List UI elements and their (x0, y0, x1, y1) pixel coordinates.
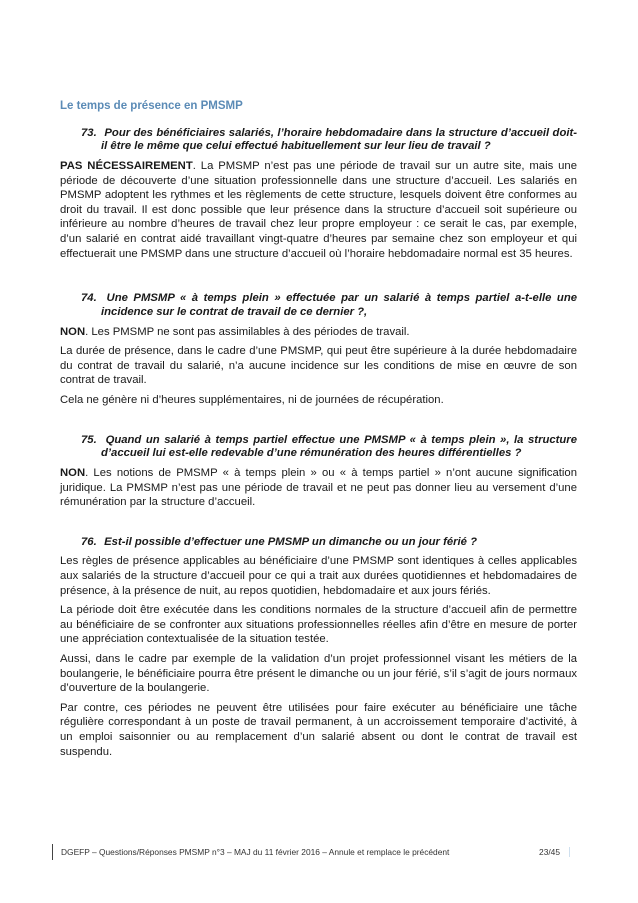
qa-block-75 (60, 434, 577, 510)
answer-paragraph (60, 325, 577, 340)
answer-text: . Les notions de PMSMP « à temps plein » ou « à temps partiel » n’ont aucune signification juridique. La PMSMP n’est pas une période de travail et ne peut pas donner lieu au versement d’une rémunération par la structure d’accueil. (60, 466, 577, 509)
qa-block-76 (60, 536, 577, 759)
answer-paragraph: Aussi, dans le cadre par exemple de la validation d’un projet professionnel visant les métiers de la boulangerie, le bénéficiaire pourra être présent le dimanche ou un jour férié, s’il s’agit de jours normaux d’ouverture de la boulangerie. (60, 652, 577, 695)
page-content (60, 99, 577, 764)
answer-paragraph: Cela ne génère ni d’heures supplémentaires, ni de journées de récupération. (60, 393, 444, 406)
answer-lead: NON (60, 325, 86, 338)
answer-lead: PAS NÉCESSAIREMENT (60, 160, 193, 172)
section-title: Le temps de présence en PMSMP (60, 100, 243, 112)
question-number: 76. (81, 535, 97, 548)
answer-text: . Les PMSMP ne sont pas assimilables à des périodes de travail. (85, 325, 410, 338)
question-heading (60, 127, 577, 154)
answer-paragraph: Par contre, ces périodes ne peuvent être utilisées pour faire exécuter au bénéficiaire une tâche régulière correspondant à un poste de travail permanent, à un accroissement temporaire d’activité, à un emploi saisonnier ou au remplacement d’un salarié absent ou dont le contrat de travail est suspendu. (60, 701, 577, 758)
question-heading (60, 434, 577, 461)
footer-left-rule (52, 844, 53, 860)
footer-right-rule (569, 847, 570, 857)
answer-paragraph (60, 159, 577, 261)
answer-lead: NON (60, 466, 86, 479)
question-number: 74. (81, 292, 97, 305)
qa-block-73 (60, 127, 577, 262)
question-heading (60, 292, 577, 319)
footer-text: DGEFP – Questions/Réponses PMSMP n°3 – MAJ du 11 février 2016 – Annule et remplace le précédent (61, 847, 450, 857)
answer-text: . La PMSMP n’est pas une période de travail sur un autre site, mais une période de découverte d’une situation professionnelle dans une structure d’accueil. Les salariés en PMSMP adoptent les rythmes et les règlements de cette structure, lesquels doivent être conformes au droit du travail. Il est donc possible que leur présence dans la structure d’accueil soit supérieure ou inférieure au nombre d’heures de travail chez leur propre employeur : ce serait le cas, par exemple, d’un salarié en contrat aidé travaillant vingt-quatre d’heures par semaine chez son employeur et qui effectuerait une PMSMP dans une structure d’accueil où l’horaire hebdomadaire normal est 35 heures. (60, 160, 577, 260)
answer-paragraph: La période doit être exécutée dans les conditions normales de la structure d’accueil afin de permettre au bénéficiaire de se confronter aux situations professionnelles réelles afin d’être en mesure de porter une appréciation contextualisée de la situation testée. (60, 604, 577, 646)
answer-paragraph (60, 466, 577, 510)
question-text: Est-il possible d’effectuer une PMSMP un dimanche ou un jour férié ? (104, 535, 477, 548)
question-number: 73. (81, 126, 97, 139)
question-number: 75. (81, 433, 97, 446)
answer-paragraph: Les règles de présence applicables au bénéficiaire d’une PMSMP sont identiques à celles applicables aux salariés de la structure d’accueil pour ce qui a trait aux durées quotidiennes et hebdomadaires de présence, à la présence de nuit, au repos quotidien, hebdomadaire et aux jours fériés. (60, 555, 577, 597)
question-text: Pour des bénéficiaires salariés, l’horaire hebdomadaire dans la structure d’accueil doit-il être le même que celui effectué habituellement sur leur lieu de travail ? (101, 126, 578, 153)
answer-paragraph: La durée de présence, dans le cadre d’une PMSMP, qui peut être supérieure à la durée hebdomadaire du contrat de travail du salarié, n’a aucune incidence sur les conditions de mise en œuvre de son contrat de travail. (60, 345, 577, 387)
question-text: Quand un salarié à temps partiel effectue une PMSMP « à temps plein », la structure d’accueil lui est-elle redevable d’une rémunération des heures différentielles ? (101, 433, 577, 460)
question-heading (60, 536, 577, 550)
question-text: Une PMSMP « à temps plein » effectuée par un salarié à temps partiel a-t-elle une incidence sur le contrat de travail de ce dernier ?, (101, 292, 577, 318)
qa-block-74 (60, 292, 577, 407)
page-footer (52, 844, 570, 860)
page-number: 23/45 (539, 847, 560, 857)
